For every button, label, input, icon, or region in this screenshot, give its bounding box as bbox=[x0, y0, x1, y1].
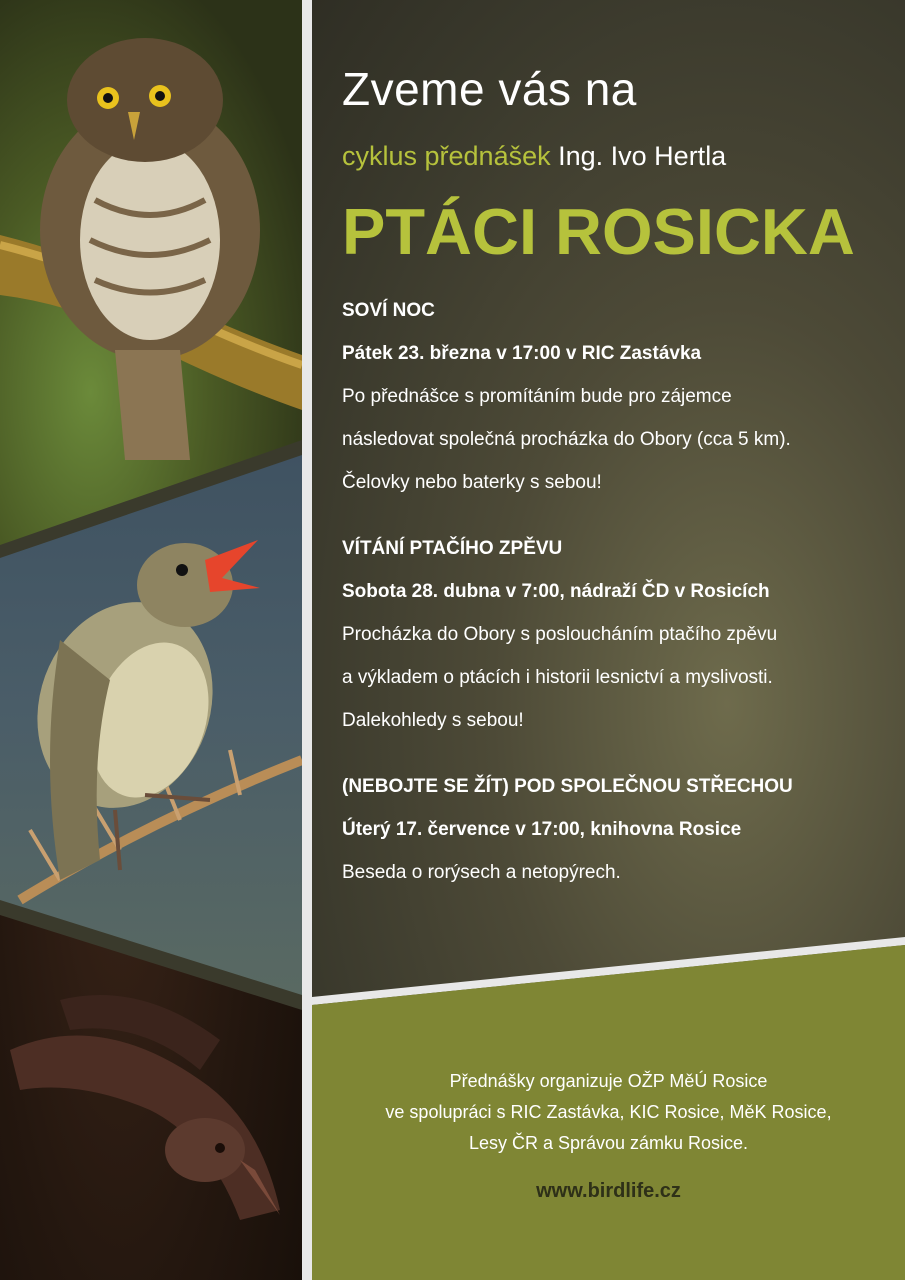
event-title: SOVÍ NOC bbox=[342, 300, 435, 321]
event-3 bbox=[342, 765, 793, 894]
lecturer-name: Ing. Ivo Hertla bbox=[558, 141, 727, 171]
invitation-heading: Zveme vás na bbox=[342, 63, 637, 115]
event-date: Sobota 28. dubna v 7:00, nádraží ČD v Rosicích bbox=[342, 581, 770, 602]
vertical-divider bbox=[302, 0, 312, 1280]
photo-column bbox=[0, 0, 312, 1280]
event-1 bbox=[342, 289, 791, 504]
event-date: Pátek 23. března v 17:00 v RIC Zastávka bbox=[342, 343, 702, 364]
website-link[interactable]: www.birdlife.cz bbox=[536, 1180, 681, 1202]
series-prefix: cyklus přednášek bbox=[342, 141, 551, 171]
event-title: (NEBOJTE SE ŽÍT) POD SPOLEČNOU STŘECHOU bbox=[342, 776, 793, 797]
event-line: následovat společná procházka do Obory (cca 5 km). bbox=[342, 429, 791, 450]
event-line: Čelovky nebo baterky s sebou! bbox=[342, 472, 602, 493]
event-line: Po přednášce s promítáním bude pro zájemce bbox=[342, 386, 732, 407]
organizers-text bbox=[312, 1066, 905, 1159]
event-2 bbox=[342, 527, 777, 742]
organizers-line: ve spolupráci s RIC Zastávka, KIC Rosice, MěK Rosice, bbox=[385, 1102, 832, 1122]
event-line: Beseda o rorýsech a netopýrech. bbox=[342, 862, 621, 883]
organizers-line: Přednášky organizuje OŽP MěÚ Rosice bbox=[449, 1071, 768, 1091]
event-date: Úterý 17. července v 17:00, knihovna Rosice bbox=[342, 819, 742, 840]
series-subtitle bbox=[342, 141, 726, 172]
poster-title: PTÁCI ROSICKA bbox=[342, 195, 855, 268]
event-line: Dalekohledy s sebou! bbox=[342, 710, 524, 731]
event-line: Procházka do Obory s posloucháním ptačího zpěvu bbox=[342, 624, 778, 645]
event-line: a výkladem o ptácích i historii lesnictví a myslivosti. bbox=[342, 667, 773, 688]
event-title: VÍTÁNÍ PTAČÍHO ZPĚVU bbox=[342, 538, 563, 559]
organizers-line: Lesy ČR a Správou zámku Rosice. bbox=[468, 1133, 749, 1153]
